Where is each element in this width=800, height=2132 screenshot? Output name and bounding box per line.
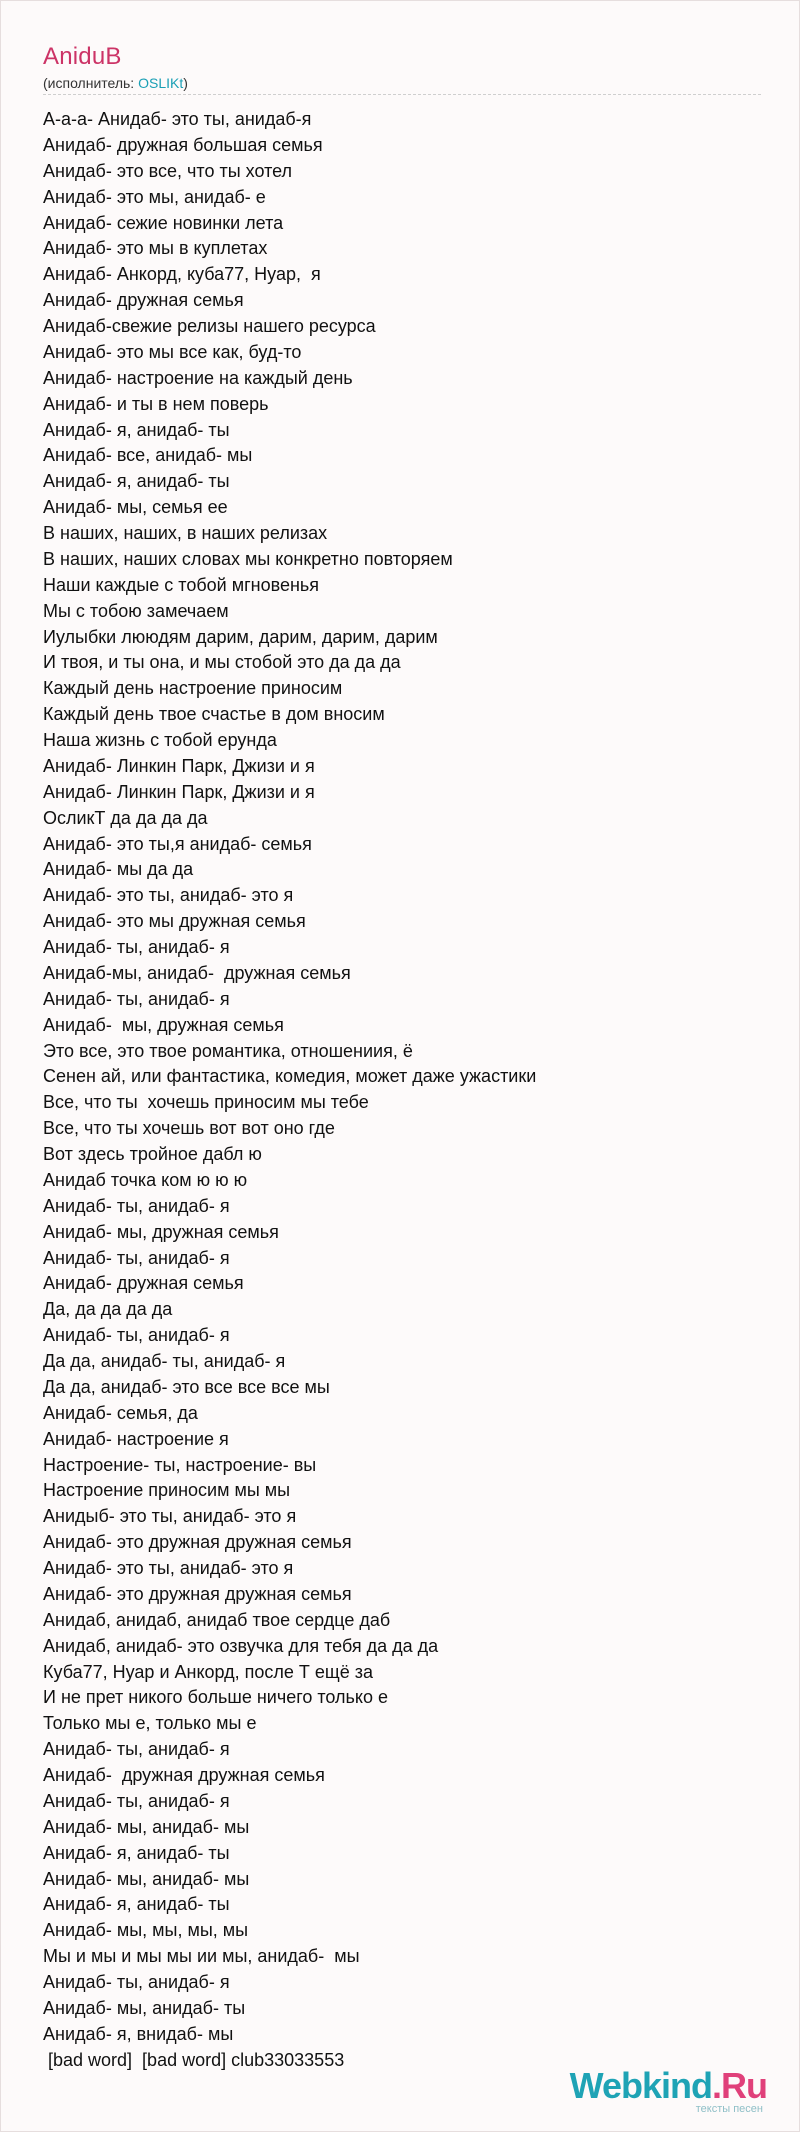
lyric-line: Анидаб- дружная дружная семья [43,1765,325,1785]
performer-link[interactable]: OSLIKt [138,75,184,91]
lyric-line: А-а-а- Анидаб- это ты, анидаб-я [43,109,312,129]
lyric-line: Анидаб- настроение я [43,1428,229,1449]
lyric-line: Анидаб- мы да да [43,859,194,880]
lyric-line: Анидаб- Линкин Парк, Джизи и я [43,781,315,802]
lyric-line: Анидаб- я, анидаб- ты [43,419,230,440]
lyric-line: Анидаб- ты, анидаб- я [43,1325,230,1346]
lyric-line: Анидаб- это мы, анидаб- е [43,186,266,207]
lyric-line: В наших, наших словах мы конкретно повторяем [43,548,453,569]
site-logo[interactable] [570,2067,767,2115]
lyric-line: Каждый день твое счастье в дом вносим [43,704,385,725]
lyric-line: Анидаб- это ты,я анидаб- семья [43,833,312,854]
lyric-line: Анидаб-свежие релизы нашего ресурса [43,316,376,336]
lyric-line: Мы и мы и мы мы ии мы, анидаб- мы [43,1946,360,1967]
lyric-line: Анидаб- мы, дружная семья [43,1014,284,1035]
header-divider [43,94,761,95]
lyric-line: Это все, это твое романтика, отношениия, ё [43,1040,413,1061]
lyric-line: Анидаб- дружная семья [43,290,244,311]
lyric-line: Анидаб- Линкин Парк, Джизи и я [43,755,315,776]
logo-brand-main: Webkind [569,2065,712,2106]
lyric-line: Анидаб- это дружная дружная семья [43,1532,352,1553]
song-title: AniduB [43,43,122,70]
lyric-line: Анидаб- сежие новинки лета [43,212,284,233]
lyric-line: [bad word] [bad word] club33033553 [43,2049,345,2070]
performer-line [43,75,188,91]
lyric-line: Анидаб- дружная семья [43,1273,244,1294]
lyric-line: Мы с тобою замечаем [43,600,229,621]
lyrics-text [43,107,536,2074]
lyric-line: Все, что ты хочешь вот вот оно где [43,1118,335,1139]
lyric-line: Сенен ай, или фантастика, комедия, может даже ужастики [43,1066,537,1087]
lyric-line: Анидаб- мы, семья ее [43,497,228,518]
lyric-line: Анидаб- ты, анидаб- я [43,1247,230,1268]
logo-tagline: тексты песен [695,2103,763,2115]
lyric-line: Только мы е, только мы е [43,1713,257,1734]
lyric-line: Да, да да да да [43,1299,173,1320]
lyric-line: Анидаб- дружная большая семья [43,134,323,155]
lyric-line: Анидыб- это ты, анидаб- это я [43,1506,297,1527]
lyric-line: Настроение приносим мы мы [43,1480,291,1501]
lyric-line: Анидаб точка ком ю ю ю [43,1169,248,1190]
lyric-line: Анидаб- ты, анидаб- я [43,1195,230,1216]
lyric-line: Анидаб- это мы в куплетах [43,238,268,259]
lyric-line: В наших, наших, в наших релизах [43,523,328,543]
lyric-line: Анидаб-мы, анидаб- дружная семья [43,962,351,983]
lyric-line: Куба77, Нуар и Анкорд, после Т ещё за [43,1661,373,1682]
lyric-line: Вот здесь тройное дабл ю [43,1144,262,1164]
lyric-line: Анидаб- это ты, анидаб- это я [43,885,294,906]
lyric-line: Наша жизнь с тобой ерунда [43,730,277,750]
lyric-line: Анидаб- мы, анидаб- ты [43,1997,246,2018]
lyric-line: Анидаб- Анкорд, куба77, Нуар, я [43,264,321,285]
lyric-line: Настроение- ты, настроение- вы [43,1454,317,1475]
lyric-line: Анидаб- мы, дружная семья [43,1221,279,1242]
performer-suffix: ) [183,75,188,91]
lyric-line: Анидаб- настроение на каждый день [43,367,353,388]
logo-wordmark[interactable] [570,2067,767,2105]
lyric-line: Да да, анидаб- ты, анидаб- я [43,1351,286,1371]
lyric-line: Анидаб- семья, да [43,1402,198,1423]
lyric-line: Анидаб- ты, анидаб- я [43,937,230,957]
lyric-line: Анидаб, анидаб- это озвучка для тебя да да да [43,1635,439,1656]
lyric-line: Все, что ты хочешь приносим мы тебе [43,1092,369,1113]
lyric-line: Анидаб- мы, мы, мы, мы [43,1920,249,1941]
lyric-line: Наши каждые с тобой мгновенья [43,574,320,595]
lyric-line: Анидаб- ты, анидаб- я [43,988,230,1009]
lyric-line: Анидаб- это мы все как, буд-то [43,341,302,362]
lyric-line: Анидаб- мы, анидаб- мы [43,1816,250,1837]
lyric-line: Анидаб- ты, анидаб- я [43,1790,230,1811]
logo-brand-suffix: .Ru [712,2065,767,2106]
lyric-line: Анидаб, анидаб, анидаб твое сердце даб [43,1609,391,1630]
lyric-line: Анидаб- и ты в нем поверь [43,393,269,414]
lyric-line: Иулыбки лююдям дарим, дарим, дарим, дарим [43,626,438,647]
performer-prefix: (исполнитель: [43,75,139,91]
lyric-line: И не прет никого больше ничего только е [43,1687,389,1708]
lyric-line: Анидаб- это дружная дружная семья [43,1583,352,1604]
lyric-line: Да да, анидаб- это все все все мы [43,1376,330,1397]
lyric-line: Анидаб- это мы дружная семья [43,911,306,932]
lyric-line: ОсликТ да да да да [43,807,208,828]
lyric-line: Анидаб- я, анидаб- ты [43,1894,230,1915]
lyric-line: Анидаб- все, анидаб- мы [43,445,253,466]
lyric-line: Анидаб- это ты, анидаб- это я [43,1558,294,1578]
lyric-line: Анидаб- это все, что ты хотел [43,160,293,181]
lyric-line: И твоя, и ты она, и мы стобой это да да да [43,652,401,673]
lyric-line: Анидаб- мы, анидаб- мы [43,1868,250,1889]
lyric-line: Анидаб- я, анидаб- ты [43,471,230,492]
lyric-line: Анидаб- я, внидаб- мы [43,2023,234,2044]
lyric-line: Анидаб- я, анидаб- ты [43,1842,230,1863]
lyric-line: Каждый день настроение приносим [43,678,343,699]
lyric-line: Анидаб- ты, анидаб- я [43,1972,230,1992]
lyric-line: Анидаб- ты, анидаб- я [43,1739,230,1760]
